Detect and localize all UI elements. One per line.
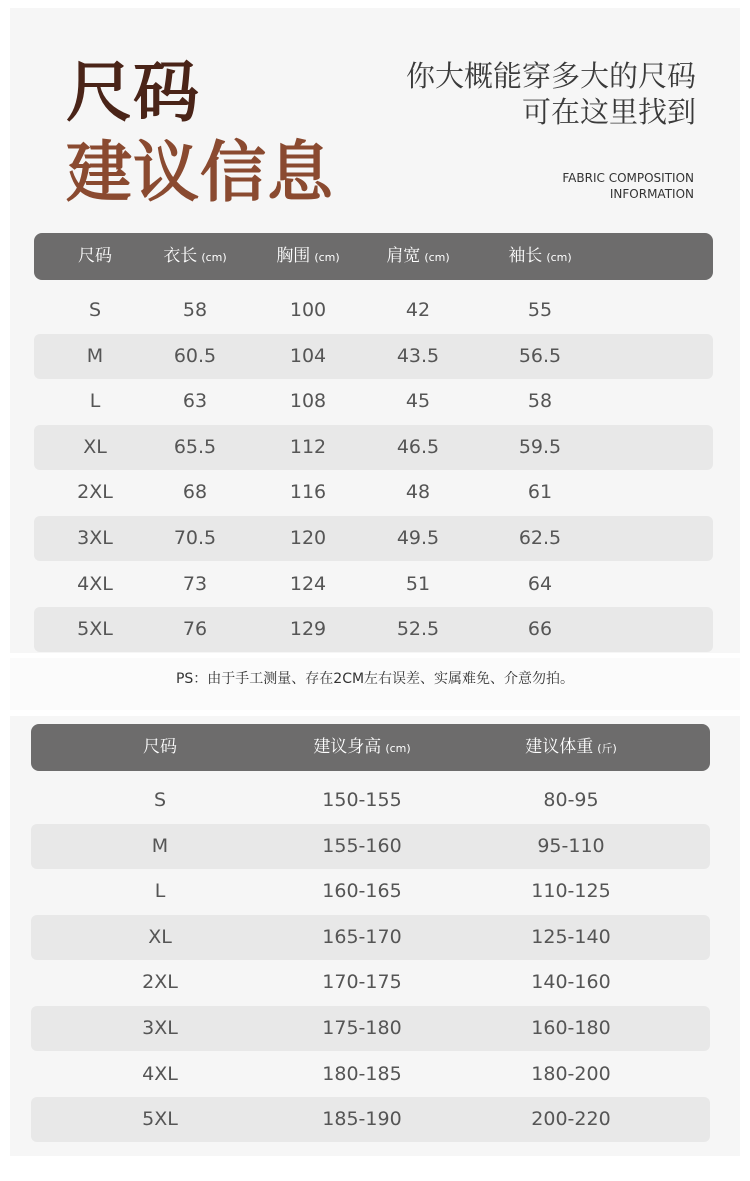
size-table-header-col-4 — [470, 233, 610, 280]
recommend-table-cell: 160-165 — [322, 880, 402, 903]
size-table-cell: XL — [83, 435, 107, 458]
size-table-cell: 55 — [527, 299, 553, 321]
recommend-table-cell: 185-190 — [322, 1108, 402, 1131]
size-table-cell: S — [88, 299, 102, 321]
fabric-caption-line1: FABRIC COMPOSITION — [562, 171, 694, 185]
size-table-header-label: 肩宽 — [386, 246, 421, 266]
recommend-table-cell: 125-140 — [531, 925, 611, 948]
size-table-cell: 56.5 — [518, 344, 562, 367]
size-table-cell: 66 — [527, 618, 553, 641]
table-row — [34, 379, 713, 424]
size-table-cell: 58 — [527, 390, 553, 413]
size-table-header-unit: (cm) — [424, 251, 450, 264]
size-table-cell: 65.5 — [173, 435, 217, 458]
table-row — [34, 288, 713, 333]
table-row — [34, 470, 713, 515]
size-table-cell: M — [86, 344, 104, 367]
size-table-cell: 108 — [289, 390, 327, 413]
table-row — [31, 824, 710, 869]
size-table-cell: 46.5 — [396, 435, 440, 458]
recommend-table-cell: 180-200 — [531, 1062, 611, 1085]
size-table-cell: 116 — [289, 481, 327, 504]
recommend-table-cell: 95-110 — [537, 834, 605, 857]
recommend-table-header-label: 尺码 — [143, 737, 177, 757]
recommend-table-header-unit: (斤) — [597, 742, 617, 755]
size-table-cell: 61 — [527, 481, 553, 504]
table-row — [31, 1006, 710, 1051]
recommend-table-cell: S — [153, 789, 167, 811]
recommend-table-header-col-1 — [292, 724, 432, 771]
recommend-table-cell: 200-220 — [531, 1108, 611, 1131]
size-table-cell: 43.5 — [396, 344, 440, 367]
recommend-table-cell: 110-125 — [531, 880, 611, 903]
recommend-table-cell: 165-170 — [322, 925, 402, 948]
size-table-header-label: 衣长 — [163, 246, 198, 266]
size-table-cell: 70.5 — [173, 527, 217, 549]
recommend-table-cell: XL — [148, 925, 172, 948]
subtitle-line1: 你大概能穿多大的尺码 — [405, 59, 696, 93]
table-row — [34, 425, 713, 470]
recommend-table-cell: M — [151, 834, 169, 857]
recommend-table-header-col-0 — [90, 724, 230, 771]
size-table-cell: 63 — [182, 390, 208, 413]
size-table-cell: 52.5 — [396, 618, 440, 641]
recommend-table-cell: 175-180 — [322, 1017, 402, 1039]
table-row — [31, 960, 710, 1005]
recommend-table-cell: 2XL — [142, 971, 178, 994]
fabric-caption-line2: INFORMATION — [609, 187, 694, 201]
recommend-table-cell: 5XL — [142, 1108, 178, 1131]
page-title-line2: 建议信息 — [66, 134, 334, 211]
size-table-header-col-3 — [348, 233, 488, 280]
recommend-table-header-unit: (cm) — [385, 742, 411, 755]
table-row — [34, 334, 713, 379]
recommend-table-cell: 140-160 — [531, 971, 611, 994]
size-table-cell: 4XL — [77, 572, 113, 595]
size-table-cell: 68 — [182, 481, 208, 504]
table-row — [31, 1052, 710, 1097]
size-table-cell: 62.5 — [518, 527, 562, 549]
size-table-header — [34, 233, 713, 280]
size-table-cell: 49.5 — [396, 527, 440, 549]
size-table-cell: 60.5 — [173, 344, 217, 367]
size-table-cell: 42 — [405, 299, 431, 321]
size-table-cell: 64 — [527, 572, 553, 595]
recommend-table-header-label: 建议体重 — [525, 737, 594, 757]
size-table-header-unit: (cm) — [546, 251, 572, 264]
size-table-cell: 45 — [405, 390, 431, 413]
recommend-table-cell: 160-180 — [531, 1017, 611, 1039]
size-table-cell: 3XL — [77, 527, 113, 549]
size-table-cell: 48 — [405, 481, 431, 504]
size-table-cell: 76 — [182, 618, 208, 641]
recommend-table-cell: 80-95 — [543, 789, 599, 811]
recommend-table-cell: 170-175 — [322, 971, 402, 994]
size-table-cell: 51 — [405, 572, 431, 595]
table-row — [34, 516, 713, 561]
size-table-cell: L — [89, 390, 101, 413]
table-row — [34, 562, 713, 607]
size-table-header-unit: (cm) — [201, 251, 227, 264]
recommend-table-cell: L — [154, 880, 166, 903]
recommend-table-cell: 150-155 — [322, 789, 402, 811]
size-table-cell: 124 — [289, 572, 327, 595]
size-table-cell: 120 — [289, 527, 327, 549]
size-table-cell: 129 — [289, 618, 327, 641]
size-table-header-label: 胸围 — [276, 246, 311, 266]
recommend-table-header-col-2 — [501, 724, 641, 771]
recommend-table-cell: 155-160 — [322, 834, 402, 857]
page-title-line1: 尺码 — [66, 54, 200, 131]
size-table-cell: 104 — [289, 344, 327, 367]
measurement-note: PS：由于手工测量、存在2CM左右误差、实属难免、介意勿拍。 — [175, 671, 575, 687]
table-row — [31, 869, 710, 914]
size-table-cell: 73 — [182, 572, 208, 595]
size-table-header-label: 袖长 — [508, 246, 543, 266]
size-table-cell: 59.5 — [518, 435, 562, 458]
recommend-table-cell: 3XL — [142, 1017, 178, 1039]
size-table-cell: 112 — [289, 435, 327, 458]
subtitle-line2: 可在这里找到 — [521, 95, 696, 129]
table-row — [31, 915, 710, 960]
recommend-table-cell: 180-185 — [322, 1062, 402, 1085]
size-table-cell: 2XL — [77, 481, 113, 504]
size-table-cell: 5XL — [77, 618, 113, 641]
table-row — [31, 778, 710, 823]
recommend-table-cell: 4XL — [142, 1062, 178, 1085]
size-table-header-unit: (cm) — [314, 251, 340, 264]
size-table-cell: 58 — [182, 299, 208, 321]
recommend-table-header-label: 建议身高 — [313, 737, 382, 757]
table-row — [31, 1097, 710, 1142]
recommend-table-header — [31, 724, 710, 771]
size-table-header-label: 尺码 — [78, 246, 112, 266]
table-row — [34, 607, 713, 652]
size-table-cell: 100 — [289, 299, 327, 321]
